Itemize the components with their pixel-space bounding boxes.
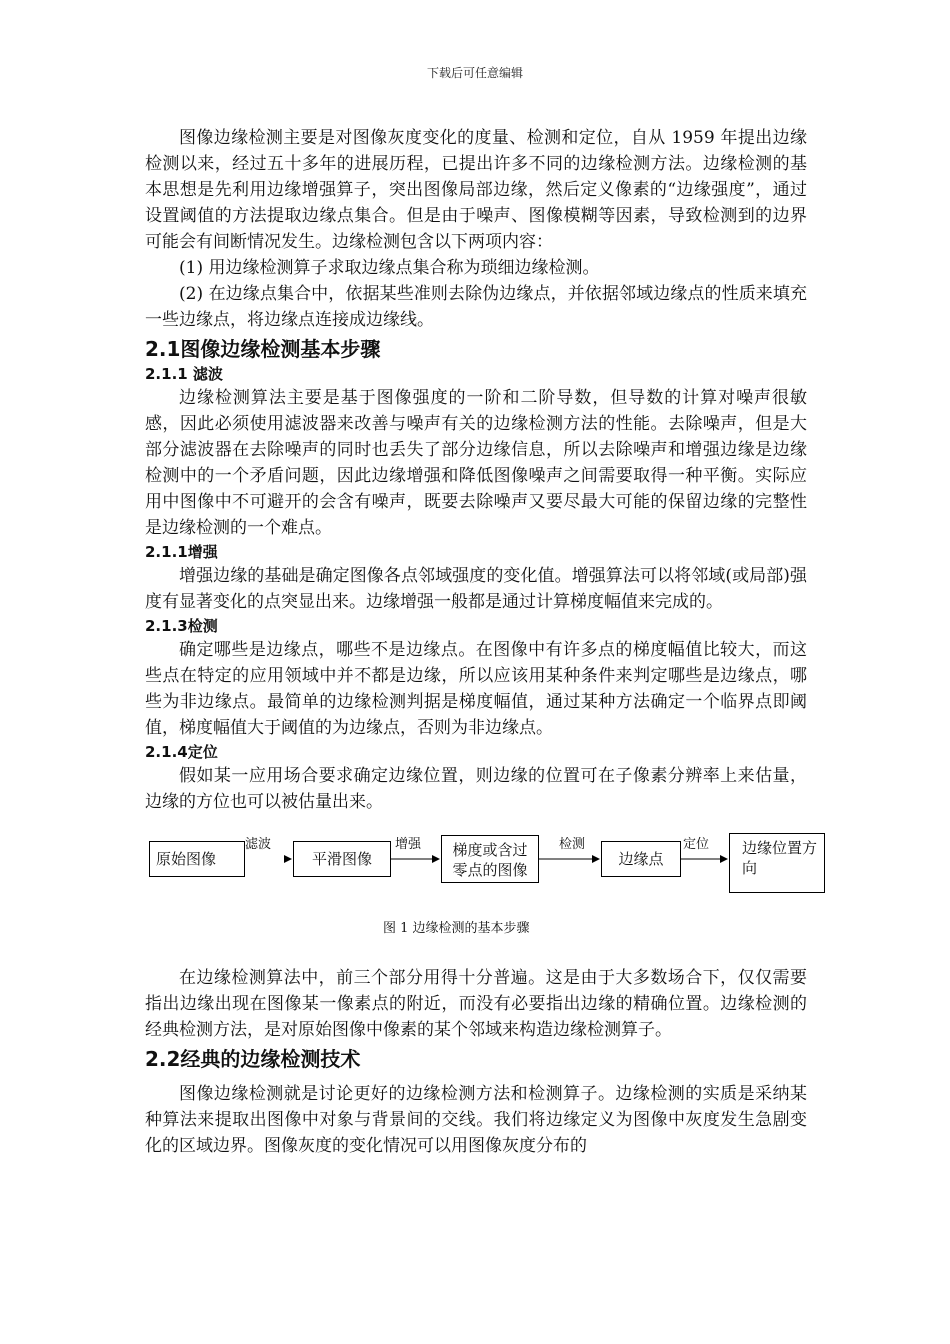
flow-node-smoothed: 平滑图像: [293, 841, 391, 877]
paragraph: 增强边缘的基础是确定图像各点邻域强度的变化值。增强算法可以将邻域(或局部)强度有显著变化的点突显出来。边缘增强一般都是通过计算梯度幅值来完成的。: [145, 566, 807, 612]
paragraph: 假如某一应用场合要求确定边缘位置，则边缘的位置可在子像素分辨率上来估量，边缘的方位也可以被估量出来。: [145, 766, 807, 812]
paragraph: 在边缘检测算法中，前三个部分用得十分普遍。这是由于大多数场合下，仅仅需要指出边缘出现在图像某一像素点的附近，而没有必要指出边缘的精确位置。边缘检测的经典检测方法，是对原始图像中像素的某个邻域来构造边缘检测算子。: [145, 968, 807, 1040]
subsection-heading: 2.1.1增强: [145, 543, 218, 561]
section-heading: 2.1图像边缘检测基本步骤: [145, 337, 381, 361]
flow-edge-label: 定位: [683, 837, 710, 852]
flow-node-edge-points: 边缘点: [601, 841, 681, 877]
subsection-heading: 2.1.1 滤波: [145, 365, 223, 383]
page-watermark: 下载后可任意编辑: [426, 66, 523, 80]
flow-node-original: 原始图像: [149, 841, 245, 877]
flow-edge-label: 增强: [395, 837, 422, 852]
paragraph: 确定哪些是边缘点，哪些不是边缘点。在图像中有许多点的梯度幅值比较大，而这些点在特定的应用领域中并不都是边缘，所以应该用某种条件来判定哪些是边缘点，哪些为非边缘点。最简单的边缘检测判据是梯度幅值，通过某种方法确定一个临界点即阈值，梯度幅值大于阈值的为边缘点，否则为非边缘点。: [145, 640, 807, 738]
flow-diagram: [145, 833, 818, 961]
flow-edge-label: 滤波: [245, 837, 272, 852]
figure-caption: 图 1 边缘检测的基本步骤: [383, 921, 530, 936]
document-body: [145, 125, 818, 1159]
paragraph: 图像边缘检测就是讨论更好的边缘检测方法和检测算子。边缘检测的实质是采纳某种算法来提取出图像中对象与背景间的交线。我们将边缘定义为图像中灰度发生急剧变化的区域边界。图像灰度的变化情况可以用图像灰度分布的: [145, 1084, 807, 1156]
flow-edge-label: 检测: [559, 837, 586, 852]
list-item: (2) 在边缘点集合中，依据某些准则去除伪边缘点，并依据邻域边缘点的性质来填充一些边缘点，将边缘点连接成边缘线。: [145, 284, 807, 330]
section-heading: 2.2经典的边缘检测技术: [145, 1047, 361, 1071]
subsection-heading: 2.1.3检测: [145, 617, 218, 635]
subsection-heading: 2.1.4定位: [145, 743, 218, 761]
flow-node-gradient: 梯度或含过零点的图像: [441, 835, 539, 883]
paragraph: 边缘检测算法主要是基于图像强度的一阶和二阶导数，但导数的计算对噪声很敏感，因此必须使用滤波器来改善与噪声有关的边缘检测方法的性能。去除噪声，但是大部分滤波器在去除噪声的同时也丢失了部分边缘信息，所以去除噪声和增强边缘是边缘检测中的一个矛盾问题，因此边缘增强和降低图像噪声之间需要取得一种平衡。实际应用中图像中不可避开的会含有噪声，既要去除噪声又要尽最大可能的保留边缘的完整性是边缘检测的一个难点。: [145, 388, 807, 538]
list-item: (1) 用边缘检测算子求取边缘点集合称为琐细边缘检测。: [179, 258, 600, 278]
intro-paragraph: 图像边缘检测主要是对图像灰度变化的度量、检测和定位，自从 1959 年提出边缘检测以来，经过五十多年的进展历程，已提出许多不同的边缘检测方法。边缘检测的基本思想是先利用边缘增强算子，突出图像局部边缘，然后定义像素的“边缘强度”，通过设置阈值的方法提取边缘点集合。但是由于噪声、图像模糊等因素，导致检测到的边界可能会有间断情况发生。边缘检测包含以下两项内容：: [145, 128, 807, 252]
flow-node-edge-position: 边缘位置方向: [729, 833, 825, 893]
